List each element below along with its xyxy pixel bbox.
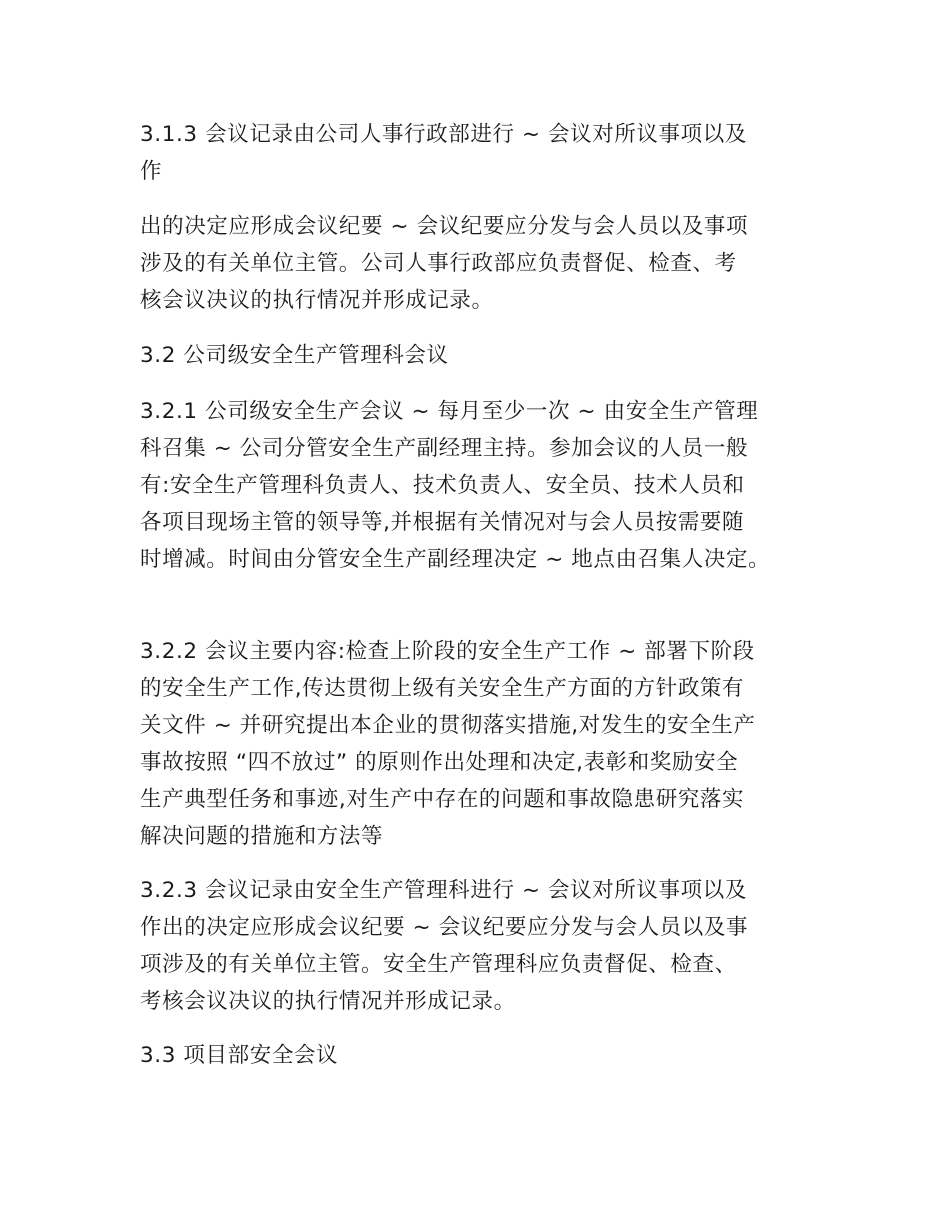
text-line: 核会议决议的执行情况并形成记录。 bbox=[140, 288, 494, 313]
text-line: 有:安全生产管理科负责人、技术负责人、安全员、技术人员和 bbox=[140, 473, 745, 498]
text-line: 的安全生产工作,传达贯彻上级有关安全生产方面的方针政策有 bbox=[140, 676, 745, 701]
text-line: 科召集 ~ 公司分管安全生产副经理主持。参加会议的人员一般 bbox=[140, 436, 749, 461]
section-heading: 3.3 项目部安全会议 bbox=[140, 1043, 339, 1068]
text-line: 时增减。时间由分管安全生产副经理决定 ~ 地点由召集人决定。 bbox=[140, 547, 771, 572]
text-line: 事故按照 “四不放过” 的原则作出处理和决定,表彰和奖励安全 bbox=[140, 750, 739, 775]
text-line: 涉及的有关单位主管。公司人事行政部应负责督促、检查、考 bbox=[140, 251, 737, 276]
text-line: 考核会议决议的执行情况并形成记录。 bbox=[140, 989, 516, 1014]
text-line: 3.1.3 会议记录由公司人事行政部进行 ~ 会议对所议事项以及 bbox=[140, 122, 747, 147]
text-line: 生产典型任务和事迹,对生产中存在的问题和事故隐患研究落实 bbox=[140, 787, 745, 812]
text-line: 项涉及的有关单位主管。安全生产管理科应负责督促、检查、 bbox=[140, 952, 737, 977]
text-line: 作 bbox=[140, 159, 163, 184]
text-line: 3.2.1 公司级安全生产会议 ~ 每月至少一次 ~ 由安全生产管理 bbox=[140, 399, 759, 424]
text-line: 关文件 ~ 并研究提出本企业的贯彻落实措施,对发生的安全生产 bbox=[140, 713, 756, 738]
text-line: 出的决定应形成会议纪要 ~ 会议纪要应分发与会人员以及事项 bbox=[140, 214, 749, 239]
text-line: 3.2.2 会议主要内容:检查上阶段的安全生产工作 ~ 部署下阶段 bbox=[140, 639, 755, 664]
text-line: 各项目现场主管的领导等,并根据有关情况对与会人员按需要随 bbox=[140, 510, 745, 535]
text-line: 作出的决定应形成会议纪要 ~ 会议纪要应分发与会人员以及事 bbox=[140, 915, 749, 940]
text-line: 解决问题的措施和方法等 bbox=[140, 824, 384, 849]
section-heading: 3.2 公司级安全生产管理科会议 bbox=[140, 343, 449, 368]
text-line: 3.2.3 会议记录由安全生产管理科进行 ~ 会议对所议事项以及 bbox=[140, 878, 747, 903]
